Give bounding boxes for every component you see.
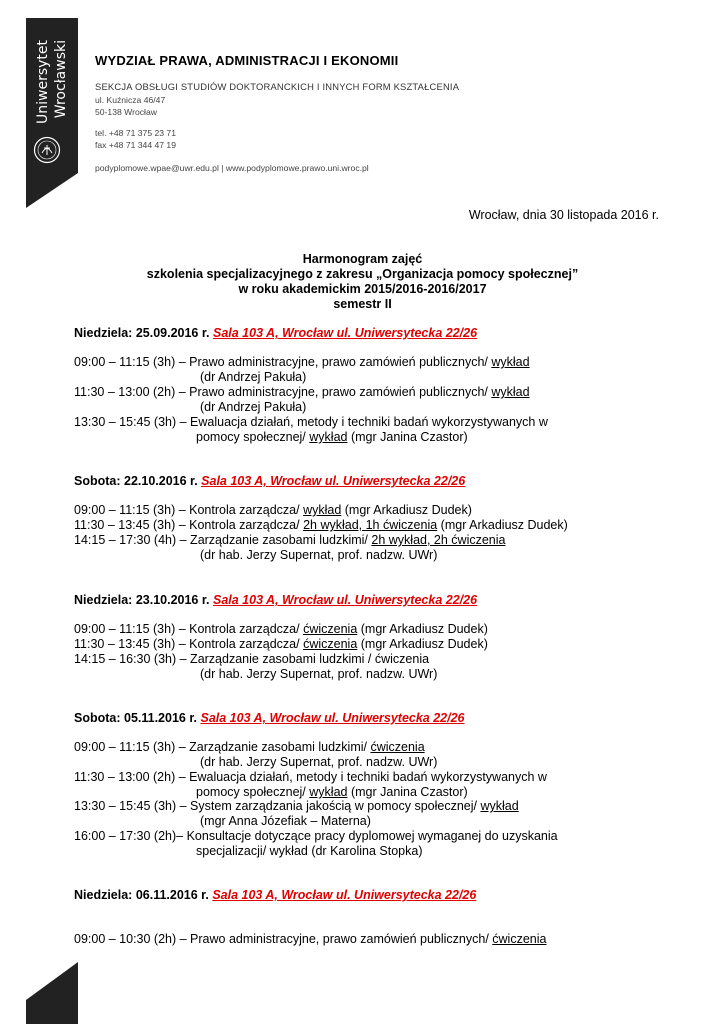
schedule-line (74, 740, 425, 755)
day-date: Niedziela: 06.11.2016 r. (74, 888, 209, 902)
day-location: Sala 103 A, Wrocław ul. Uniwersytecka 22/26 (213, 593, 478, 607)
line-form: wykład (491, 355, 530, 369)
line-form: wykład (303, 503, 342, 517)
title-line2: szkolenia specjalizacyjnego z zakresu „Organizacja pomocy społecznej” (146, 267, 579, 281)
line-text: (mgr Arkadiusz Dudek) (357, 622, 488, 636)
day-date: Niedziela: 25.09.2016 r. (74, 326, 210, 340)
schedule-line (74, 622, 488, 637)
contact-separator: | (221, 163, 224, 173)
schedule-line (196, 430, 468, 445)
date-line: Wrocław, dnia 30 listopada 2016 r. (468, 208, 659, 222)
day-location: Sala 103 A, Wrocław ul. Uniwersytecka 22/26 (212, 888, 477, 902)
line-text: pomocy społecznej/ (196, 430, 310, 444)
line-form: ćwiczenia (370, 740, 425, 754)
day-location: Sala 103 A, Wrocław ul. Uniwersytecka 22/26 (201, 474, 466, 488)
email-link[interactable]: podyplomowe.wpae@uwr.edu.pl (95, 163, 219, 173)
schedule-line: (mgr Anna Józefiak – Materna) (200, 814, 371, 828)
line-form: wykład (309, 785, 348, 799)
university-seal-icon (33, 136, 61, 164)
schedule-line: (dr Andrzej Pakuła) (200, 370, 307, 384)
schedule-line: 14:15 – 16:30 (3h) – Zarządzanie zasobami ludzkimi / ćwiczenia (74, 652, 430, 666)
title-line1: Harmonogram zajęć (302, 252, 423, 266)
line-text: (mgr Janina Czastor) (347, 785, 468, 799)
city-address: 50-138 Wrocław (95, 107, 157, 117)
schedule-line (74, 637, 488, 652)
line-text: 09:00 – 11:15 (3h) – Zarządzanie zasobami ludzkimi/ (74, 740, 371, 754)
phone-number: tel. +48 71 375 23 71 (95, 128, 176, 138)
schedule-line: (dr Andrzej Pakuła) (200, 400, 307, 414)
schedule-line: 16:00 – 17:30 (2h)– Konsultacje dotyczące pracy dyplomowej wymaganej do uzyskania (74, 829, 558, 843)
day-date: Sobota: 05.11.2016 r. (74, 711, 197, 725)
line-form: 2h wykład, 1h ćwiczenia (303, 518, 438, 532)
line-form: wykład (309, 430, 348, 444)
day-heading (74, 326, 477, 341)
university-name-line2: Wrocławski (53, 40, 69, 119)
line-text: (mgr Arkadiusz Dudek) (357, 637, 488, 651)
line-text: 14:15 – 17:30 (4h) – Zarządzanie zasobami ludzkimi/ (74, 533, 372, 547)
line-form: wykład (491, 385, 530, 399)
schedule-line (74, 503, 472, 518)
line-text: (mgr Arkadiusz Dudek) (341, 503, 472, 517)
title-line4: semestr II (333, 297, 392, 311)
day-heading (74, 888, 476, 903)
schedule-line: 13:30 – 15:45 (3h) – Ewaluacja działań, metody i techniki badań wykorzystywanych w (74, 415, 548, 429)
line-text: 11:30 – 13:45 (3h) – Kontrola zarządcza/ (74, 518, 304, 532)
day-heading (74, 711, 465, 726)
university-name-line1: Uniwersytet (35, 40, 51, 124)
section-name: SEKCJA OBSŁUGI STUDIÓW DOKTORANCKICH I INNYCH FORM KSZTAŁCENIA (95, 81, 460, 92)
schedule-line (74, 533, 506, 548)
footer-triangle (26, 962, 78, 1024)
schedule-line: (dr hab. Jerzy Supernat, prof. nadzw. UWr) (200, 667, 438, 681)
line-text: pomocy społecznej/ (196, 785, 310, 799)
schedule-line: specjalizacji/ wykład (dr Karolina Stopka) (196, 844, 423, 858)
line-form: ćwiczenia (492, 932, 547, 946)
line-text: (mgr Janina Czastor) (347, 430, 468, 444)
line-text: 09:00 – 11:15 (3h) – Prawo administracyjne, prawo zamówień publicznych/ (74, 355, 492, 369)
line-text: 11:30 – 13:00 (2h) – Prawo administracyjne, prawo zamówień publicznych/ (74, 385, 492, 399)
faculty-name: WYDZIAŁ PRAWA, ADMINISTRACJI I EKONOMII (95, 53, 399, 68)
day-heading (74, 474, 465, 489)
schedule-line (196, 785, 468, 800)
line-text: 13:30 – 15:45 (3h) – System zarządzania jakością w pomocy społecznej/ (74, 799, 481, 813)
contact-line (95, 163, 369, 173)
website-link[interactable]: www.podyplomowe.prawo.uni.wroc.pl (225, 163, 369, 173)
day-date: Sobota: 22.10.2016 r. (74, 474, 198, 488)
line-form: ćwiczenia (303, 622, 358, 636)
schedule-line: (dr hab. Jerzy Supernat, prof. nadzw. UWr) (200, 755, 438, 769)
fax-number: fax +48 71 344 47 19 (95, 140, 176, 150)
schedule-line (74, 385, 530, 400)
schedule-line (74, 932, 546, 947)
line-form: wykład (480, 799, 519, 813)
line-text: 09:00 – 11:15 (3h) – Kontrola zarządcza/ (74, 622, 304, 636)
line-form: 2h wykład, 2h ćwiczenia (371, 533, 506, 547)
day-date: Niedziela: 23.10.2016 r. (74, 593, 210, 607)
day-heading (74, 593, 477, 608)
line-text: 11:30 – 13:45 (3h) – Kontrola zarządcza/ (74, 637, 304, 651)
schedule-line (74, 799, 519, 814)
schedule-line: (dr hab. Jerzy Supernat, prof. nadzw. UWr) (200, 548, 438, 562)
day-location: Sala 103 A, Wrocław ul. Uniwersytecka 22/26 (213, 326, 478, 340)
line-text: 09:00 – 11:15 (3h) – Kontrola zarządcza/ (74, 503, 304, 517)
title-line3: w roku akademickim 2015/2016-2016/2017 (238, 282, 487, 296)
line-text: 09:00 – 10:30 (2h) – Prawo administracyjne, prawo zamówień publicznych/ (74, 932, 493, 946)
line-form: ćwiczenia (303, 637, 358, 651)
street-address: ul. Kuźnicza 46/47 (95, 95, 166, 105)
day-location: Sala 103 A, Wrocław ul. Uniwersytecka 22/26 (200, 711, 465, 725)
schedule-line (74, 518, 568, 533)
schedule-line: 11:30 – 13:00 (2h) – Ewaluacja działań, metody i techniki badań wykorzystywanych w (74, 770, 547, 784)
schedule-line (74, 355, 530, 370)
line-text: (mgr Arkadiusz Dudek) (437, 518, 568, 532)
